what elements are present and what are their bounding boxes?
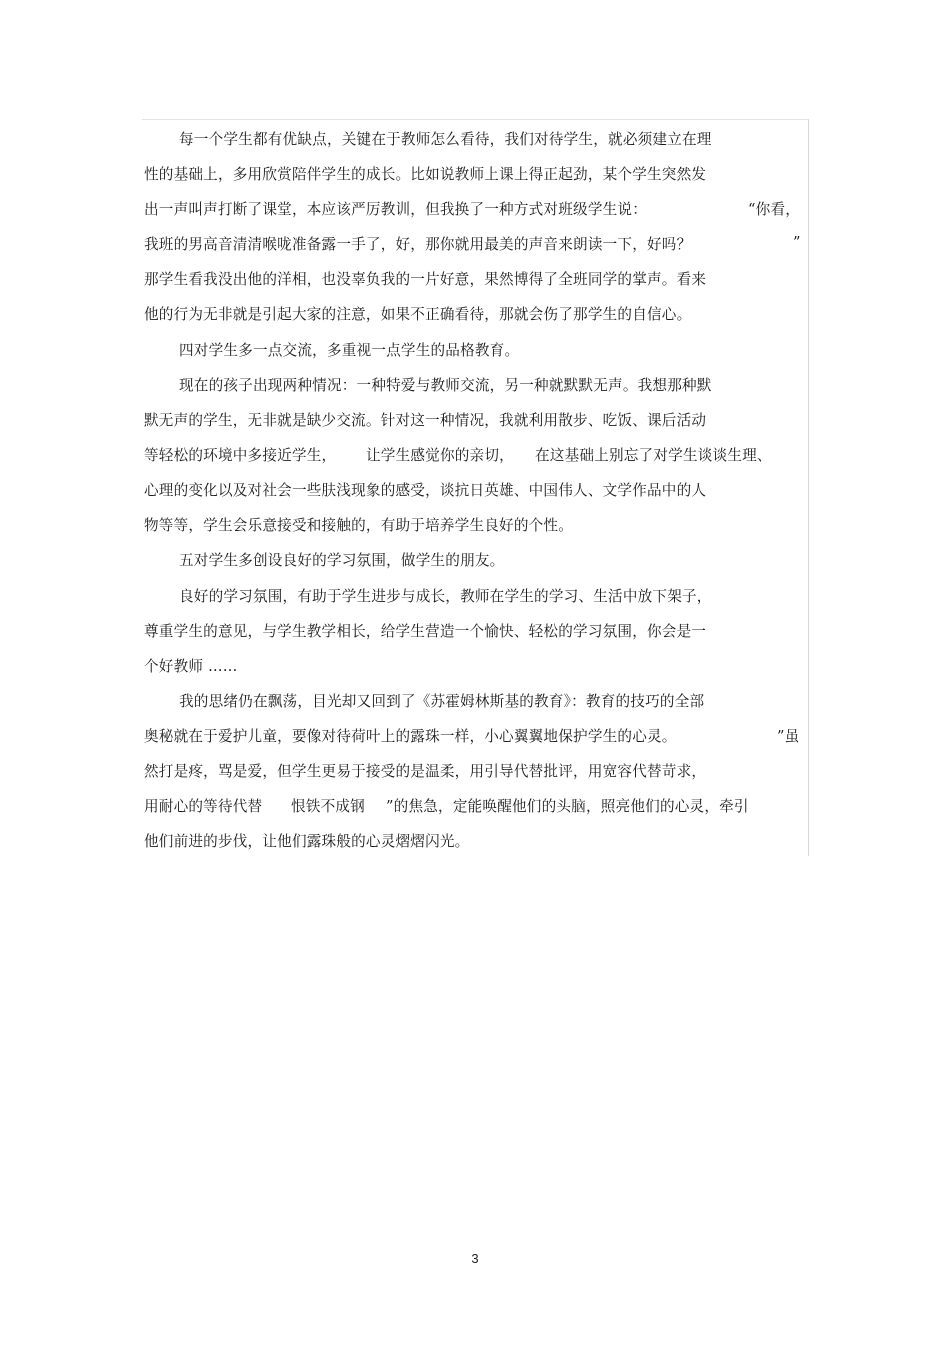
paragraph-4-line-4a: 用耐心的等待代替 <box>144 798 263 815</box>
paragraph-3-line-3: 个好教师 …… <box>144 658 238 675</box>
page-number: 3 <box>471 1251 479 1266</box>
paragraph-3-line-1: 良好的学习氛围，有助于学生进步与成长，教师在学生的学习、生活中放下架子， <box>179 588 712 605</box>
paragraph-1-line-5: 那学生看我没出他的洋相，也没辜负我的一片好意，果然博得了全班同学的掌声。看来 <box>144 271 707 288</box>
paragraph-2-line-3b: 让学生感觉你的亲切， <box>366 447 514 464</box>
paragraph-3-line-2: 尊重学生的意见，与学生教学相长，给学生营造一个愉快、轻松的学习氛围，你会是一 <box>144 623 707 640</box>
paragraph-4-line-2: 奥秘就在于爱护儿童，要像对待荷叶上的露珠一样，小心翼翼地保护学生的心灵。 <box>144 728 677 745</box>
paragraph-2-line-5: 物等等，学生会乐意接受和接触的，有助于培养学生良好的个性。 <box>144 517 574 534</box>
paragraph-1-line-6: 他的行为无非就是引起大家的注意，如果不正确看待，那就会伤了那学生的自信心。 <box>144 306 692 323</box>
paragraph-1-line-4: 我班的男高音清清喉咙准备露一手了，好，那你就用最美的声音来朗读一下，好吗？ <box>144 236 692 253</box>
paragraph-4-line-3: 然打是疼，骂是爱，但学生更易于接受的是温柔，用引导代替批评，用宽容代替苛求， <box>144 763 707 780</box>
paragraph-2-line-1: 现在的孩子出现两种情况：一种特爱与教师交流，另一种就默默无声。我想那种默 <box>179 377 712 394</box>
paragraph-2-line-4: 心理的变化以及对社会一些肤浅现象的感受，谈抗日英雄、中国伟人、文学作品中的人 <box>144 482 707 499</box>
paragraph-1-line-4-quote: ” <box>793 234 801 251</box>
paragraph-4-line-4c: ”的焦急，定能唤醒他们的头脑，照亮他们的心灵，牵引 <box>386 798 749 815</box>
paragraph-2-line-2: 默无声的学生，无非就是缺少交流。针对这一种情况，我就利用散步、吃饭、课后活动 <box>144 412 707 429</box>
paragraph-1-line-3: 出一声叫声打断了课堂，本应该严厉教训，但我换了一种方式对班级学生说： <box>144 201 647 218</box>
paragraph-4-line-2-tail: ”虽 <box>777 728 800 745</box>
section-heading-4: 四对学生多一点交流，多重视一点学生的品格教育。 <box>179 342 520 359</box>
paragraph-1-line-3-quote: “你看， <box>748 201 801 218</box>
paragraph-4-line-1: 我的思绪仍在飘荡，目光却又回到了《苏霍姆林斯基的教育》：教育的技巧的全部 <box>179 693 705 710</box>
paragraph-4-line-5: 他们前进的步伐，让他们露珠般的心灵熠熠闪光。 <box>144 833 470 850</box>
paragraph-2-line-3a: 等轻松的环境中多接近学生， <box>144 447 337 464</box>
paragraph-1-line-2: 性的基础上，多用欣赏陪伴学生的成长。比如说教师上课上得正起劲，某个学生突然发 <box>144 166 707 183</box>
paragraph-4-line-4b: 恨铁不成钢 <box>291 798 365 815</box>
paragraph-2-line-3c: 在这基础上别忘了对学生谈谈生理、 <box>535 447 772 464</box>
section-heading-5: 五对学生多创设良好的学习氛围，做学生的朋友。 <box>179 552 505 569</box>
paragraph-1-line-1: 每一个学生都有优缺点，关键在于教师怎么看待，我们对待学生，就必须建立在理 <box>179 131 712 148</box>
